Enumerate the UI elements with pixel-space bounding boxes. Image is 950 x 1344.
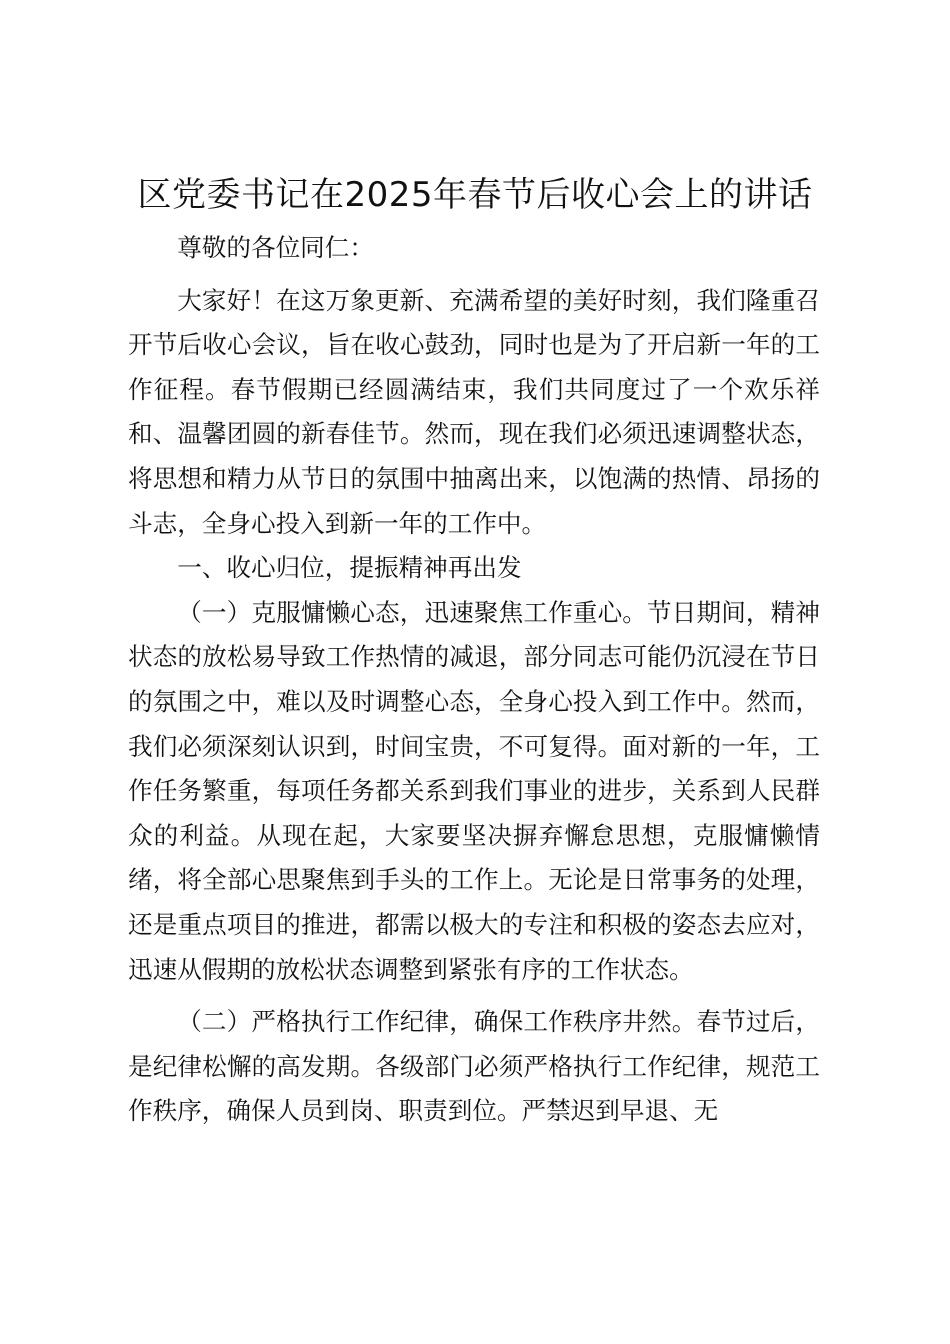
paragraph-subsection-2: （二）严格执行工作纪律，确保工作秩序井然。春节过后，是纪律松懈的高发期。各级部门必须严格执行工作纪律，规范工作秩序，确保人员到岗、职责到位。严禁迟到早退、无 <box>128 1007 820 1126</box>
paragraph-subsection-1: （一）克服慵懒心态，迅速聚焦工作重心。节日期间，精神状态的放松易导致工作热情的减退，部分同志可能仍沉浸在节日的氛围之中，难以及时调整心态，全身心投入到工作中。然而，我们必须深刻认识到，时间宝贵，不可复得。面对新的一年，工作任务繁重，每项任务都关系到我们事业的进步，关系到人民群众的利益。从现在起，大家要坚决摒弃懈怠思想，克服慵懒情绪，将全部心思聚焦到手头的工作上。无论是日常事务的处理，还是重点项目的推进，都需以极大的专注和积极的姿态去应对，迅速从假期的放松状态调整到紧张有序的工作状态。 <box>128 597 820 984</box>
document-title: 区党委书记在2025年春节后收心会上的讲话 <box>137 175 813 215</box>
paragraph-opening: 大家好！在这万象更新、充满希望的美好时刻，我们隆重召开节后收心会议，旨在收心鼓劲，同时也是为了开启新一年的工作征程。春节假期已经圆满结束，我们共同度过了一个欢乐祥和、温馨团圆的新春佳节。然而，现在我们必须迅速调整状态，将思想和精力从节日的氛围中抽离出来，以饱满的热情、昂扬的斗志，全身心投入到新一年的工作中。 <box>128 285 820 538</box>
section-heading-1: 一、收心归位，提振精神再出发 <box>177 553 522 583</box>
salutation: 尊敬的各位同仁： <box>177 233 374 262</box>
document-body <box>128 226 820 1134</box>
